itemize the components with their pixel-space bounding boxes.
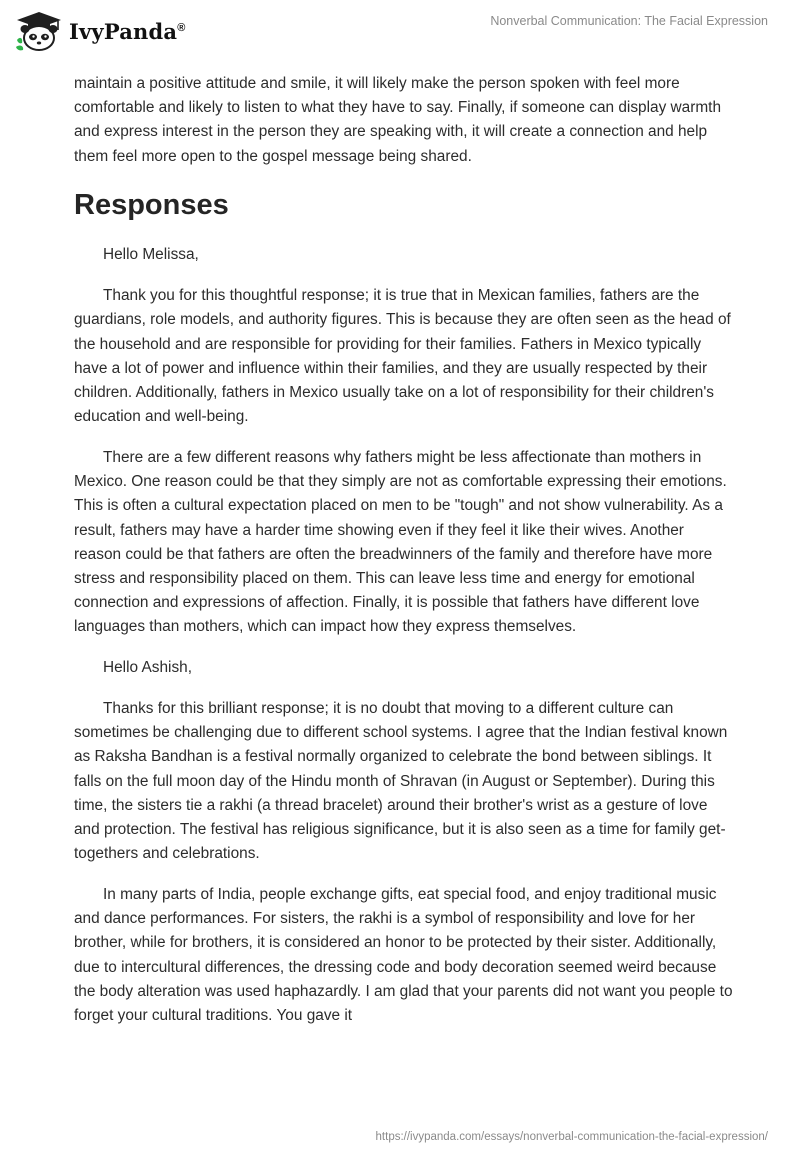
body-paragraph: Thank you for this thoughtful response; it is true that in Mexican families, fathers are the guardians, role models, and authority figures. This is because they are often seen as the head of the household and are responsible for providing for their families. Fathers in Mexico typically have a lot of power and influence within their families, and they are usually respected by their children. Additionally, fathers in Mexico usually take on a lot of responsibility for their children's education and well-being.: [74, 287, 731, 426]
source-url[interactable]: https://ivypanda.com/essays/nonverbal-communication-the-facial-expression/: [375, 1131, 768, 1143]
panda-graduate-icon: [14, 10, 64, 52]
document-title: Nonverbal Communication: The Facial Expression: [490, 14, 768, 28]
intro-paragraph: maintain a positive attitude and smile, it will likely make the person spoken with feel more comfortable and likely to listen to what they have to say. Finally, if someone can display warmth and express interest in the person they are speaking with, it will create a connection and help them feel more open to the gospel message being shared.: [74, 75, 721, 165]
essay-content: [74, 72, 734, 1045]
ivypanda-logo[interactable]: [14, 10, 186, 52]
greeting-melissa: Hello Melissa,: [103, 246, 199, 264]
body-paragraph: In many parts of India, people exchange gifts, eat special food, and enjoy traditional music and dance performances. For sisters, the rakhi is a symbol of responsibility and love for her brother, while for brothers, it is considered an honor to be protected by their sister. Additionally, due to intercultural differences, the dressing code and body decoration seemed weird because the body alteration was used haphazardly. I am glad that your parents did not want you people to forget your cultural traditions. You gave it: [74, 886, 733, 1025]
body-paragraph: Thanks for this brilliant response; it is no doubt that moving to a different culture can sometimes be challenging due to different school systems. I agree that the Indian festival known as Raksha Bandhan is a festival normally organized to celebrate the bond between siblings. It falls on the full moon day of the Hindu month of Shravan (in August or September). During this time, the sisters tie a rakhi (a thread bracelet) around their brother's wrist as a gesture of love and protection. The festival has religious significance, but it is also seen as a time for family get-togethers and celebrations.: [74, 700, 728, 863]
registered-mark: ®: [177, 21, 186, 34]
greeting-ashish: Hello Ashish,: [103, 659, 192, 677]
page-header: [0, 0, 800, 60]
brand-name: IvyPanda®: [69, 18, 186, 44]
body-paragraph: There are a few different reasons why fathers might be less affectionate than mothers in Mexico. One reason could be that they simply are not as comfortable expressing their emotions. This is often a cultural expectation placed on men to be "tough" and not show vulnerability. As a result, fathers may have a harder time showing even if they feel it like their wives. Another reason could be that fathers are often the breadwinners of the family and therefore have more stress and responsibility placed on them. This can leave less time and energy for emotional connection and expressions of affection. Finally, it is possible that fathers have different love languages than mothers, which can impact how they express themselves.: [74, 449, 727, 636]
section-heading: Responses: [74, 189, 229, 222]
